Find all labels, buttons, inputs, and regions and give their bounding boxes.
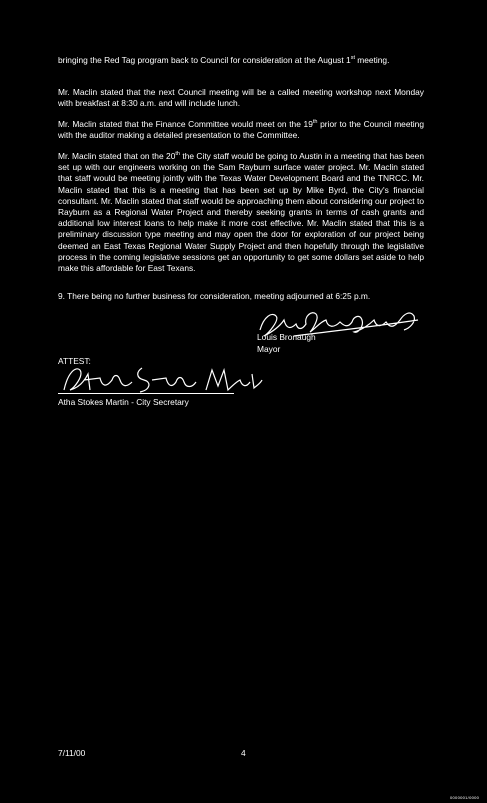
paragraph-adjourned: 9. There being no further business for consideration, meeting adjourned at 6:25 p.m. xyxy=(58,291,371,301)
mayor-name: Louis Bronaugh xyxy=(257,332,316,342)
paragraph-text: meeting. xyxy=(354,55,390,65)
paragraph-text: bringing the Red Tag program back to Council for consideration at the August 1 xyxy=(58,55,351,65)
ordinal-suffix: st xyxy=(350,55,355,62)
footer-date: 7/11/00 xyxy=(58,748,86,758)
mayor-title: Mayor xyxy=(257,344,281,354)
page-number: 4 xyxy=(241,748,246,758)
paragraph-red-tag xyxy=(58,55,424,66)
paragraph-austin-meeting xyxy=(58,151,424,274)
ordinal-suffix: th xyxy=(175,151,180,158)
document-stamp: 0000001/0000 xyxy=(450,795,480,800)
paragraph-workshop: Mr. Maclin stated that the next Council meeting will be a called meeting workshop next Monday with breakfast at 8:30 a.m. and will include lunch. xyxy=(58,87,424,109)
attest-label: ATTEST: xyxy=(58,356,91,366)
ordinal-suffix: th xyxy=(312,119,318,126)
secretary-signature xyxy=(56,360,266,396)
secretary-name: Atha Stokes Martin - City Secretary xyxy=(58,397,189,407)
paragraph-finance-committee xyxy=(58,119,424,141)
paragraph-text: Mr. Maclin stated that on the 20 xyxy=(58,151,176,161)
paragraph-text: prior to the Council meeting with the auditor making a detailed presentation to the Committee. xyxy=(58,119,424,141)
signature-line xyxy=(58,393,234,394)
paragraph-text: Mr. Maclin stated that the Finance Committee would meet on the 19 xyxy=(58,119,313,129)
paragraph-text: the City staff would be going to Austin in a meeting that has been set up with our engineers working on the Sam Rayburn surface water project. Mr. Maclin stated that staff would be meeting jointly with the Texas Water Development Board and the TNRCC. Mr. Maclin stated that this is a meeting that has been set up by Mike Byrd, the City's financial consultant. Mr. Maclin stated that staff would be approaching them about considering our project to Rayburn as a Regional Water Project and thereby seeking grants in terms of cash grants and additional low interest loans to help make it more cost effective. Mr. Maclin stated that this is a preliminary discussion type meeting and may open the door for exploration of our project being deemed an East Texas Regional Water Supply Project and then hopefully through the legislative process in the coming legislative sessions get an opportunity to get some dollars set aside to help make this affordable for East Texans. xyxy=(58,151,424,274)
